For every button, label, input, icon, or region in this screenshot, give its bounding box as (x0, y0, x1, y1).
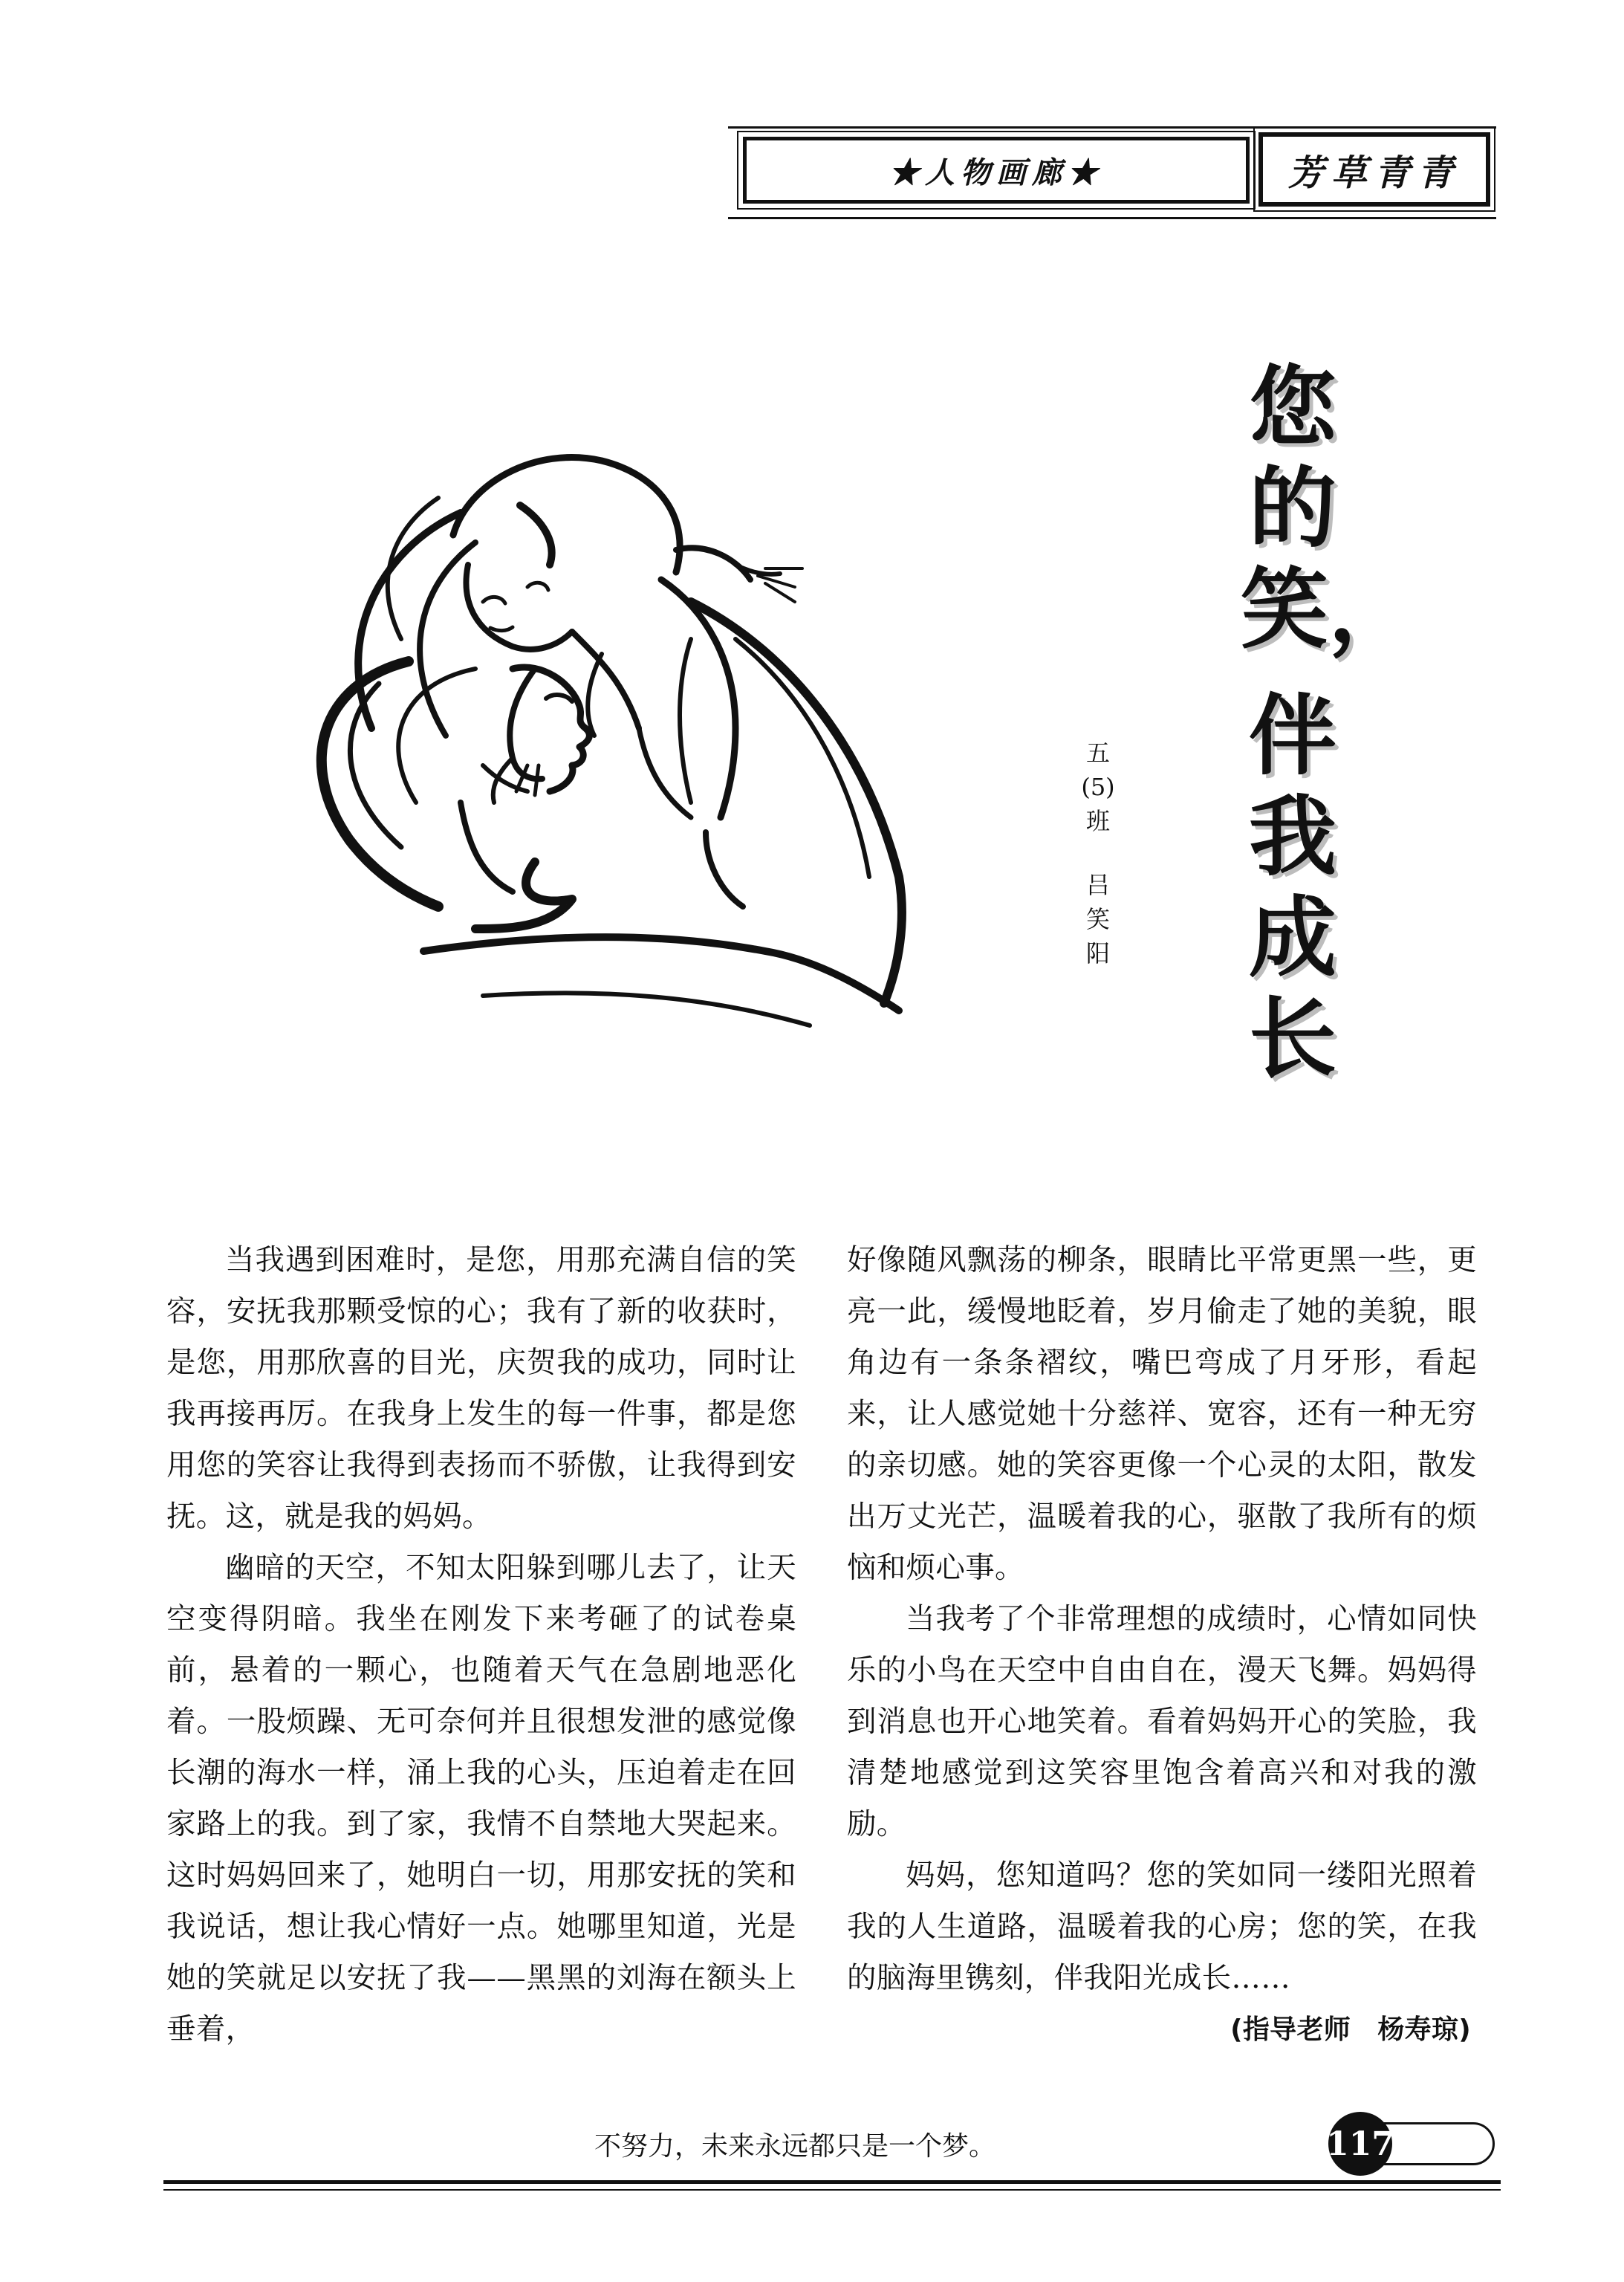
page-number: 117 (1328, 2112, 1392, 2176)
header-rule-top (728, 126, 1496, 129)
paragraph: 妈妈，您知道吗？您的笑如同一缕阳光照着我的人生道路，温暖着我的心房；您的笑，在我的脑海里镌刻，伴我阳光成长…… (847, 1858, 1477, 1995)
body-column-right (847, 1235, 1477, 2055)
byline-class: 五(5)班 (1081, 739, 1115, 835)
header-rule-bottom (728, 217, 1496, 219)
footer-rule-thick (163, 2180, 1501, 2184)
column-name: 芳草青青 (1258, 132, 1490, 207)
byline-author: 吕笑阳 (1085, 871, 1110, 967)
paragraph: 当我考了个非常理想的成绩时，心情如同快乐的小鸟在天空中自由自在，漫天飞舞。妈妈得到消息也开心地笑着。看着妈妈开心的笑脸，我清楚地感觉到这笑容里饱含着高兴和对我的激励。 (847, 1602, 1477, 1841)
section-label: ★人物画廊★ (743, 137, 1250, 204)
teacher-note: (指导老师 杨寿琼) (1230, 2014, 1471, 2045)
article-title (1241, 356, 1417, 1090)
paragraph: 当我遇到困难时，是您，用那充满自信的笑容，安抚我那颗受惊的心；我有了新的收获时，是您，用那欣喜的目光，庆贺我的成功，同时让我再接再厉。在我身上发生的每一件事，都是您用您的笑容让我得到表扬而不骄傲，让我得到安抚。这，就是我的妈妈。 (166, 1243, 796, 1534)
title-line-2: 伴我成长 (1248, 684, 1336, 1090)
body-column-left (166, 1235, 796, 2055)
paragraph: 幽暗的天空，不知太阳躲到哪儿去了，让天空变得阴暗。我坐在刚发下来考砸了的试卷桌前，悬着的一颗心，也随着天气在急剧地恶化着。一股烦躁、无可奈何并且很想发泄的感觉像长潮的海水一样，涌上我的心头，压迫着走在回家路上的我。到了家，我情不自禁地大哭起来。这时妈妈回来了，她明白一切，用那安抚的笑和我说话，想让我心情好一点。她哪里知道，光是她的笑就足以安抚了我——黑黑的刘海在额头上垂着， (166, 1551, 796, 2046)
byline (1076, 736, 1120, 970)
mother-lifting-child-illustration (290, 416, 958, 1085)
paragraph-continued: 好像随风飘荡的柳条，眼睛比平常更黑一些，更亮一此，缓慢地眨着，岁月偷走了她的美貌，眼角边有一条条褶纹，嘴巴弯成了月牙形，看起来，让人感觉她十分慈祥、宽容，还有一种无穷的亲切感。她的笑容更像一个心灵的太阳，散发出万丈光芒，温暖着我的心，驱散了我所有的烦恼和烦心事。 (847, 1243, 1477, 1585)
footer-motto: 不努力，未来永远都只是一个梦。 (594, 2131, 995, 2162)
title-line-1: 您的笑， (1241, 356, 1417, 661)
footer-rule-thin (163, 2189, 1501, 2191)
